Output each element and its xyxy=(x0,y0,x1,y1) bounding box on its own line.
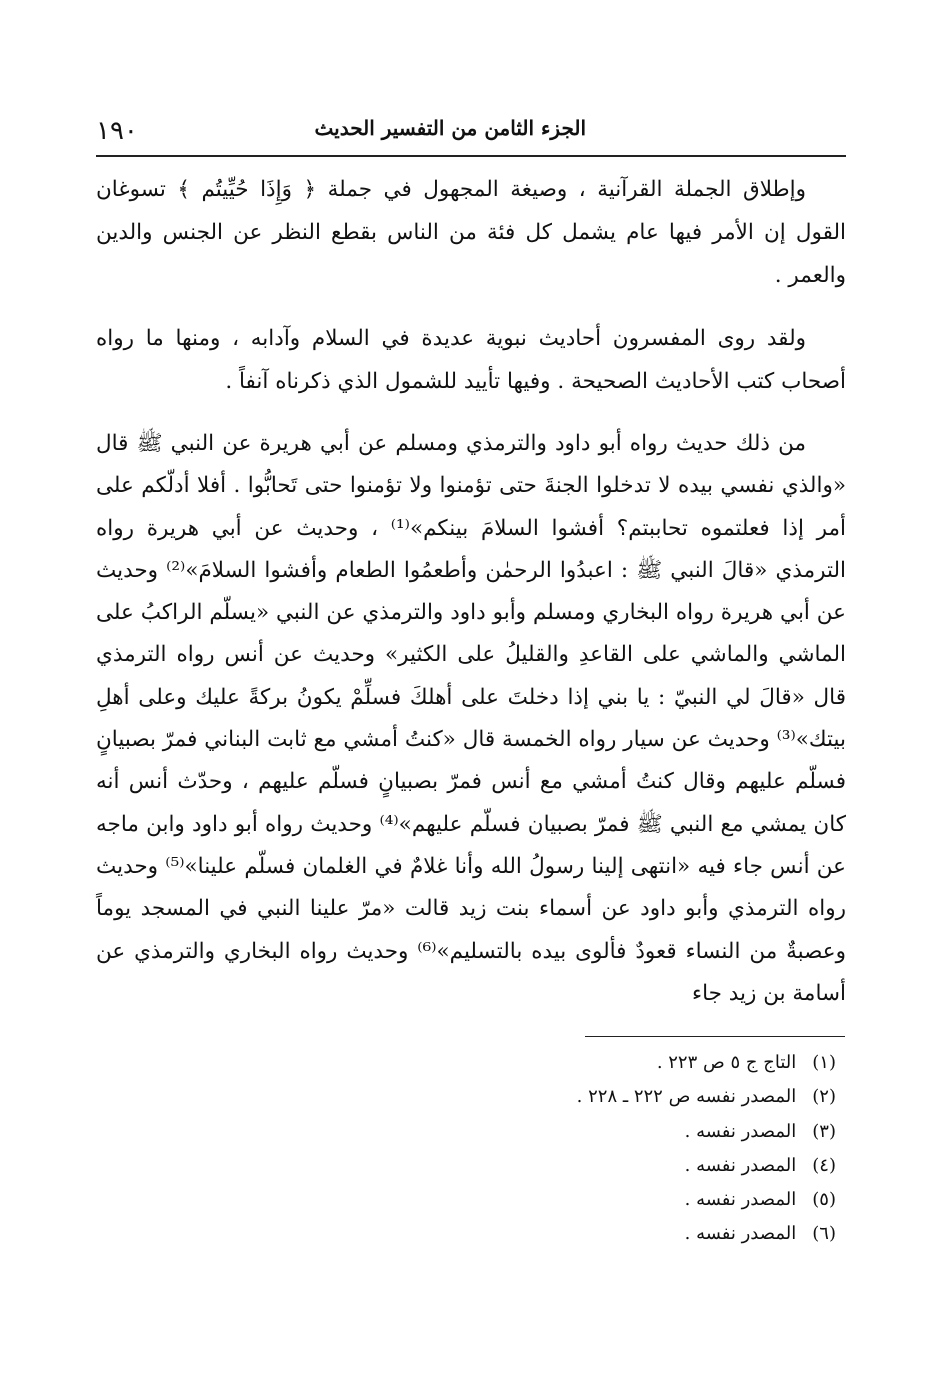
footnote-text: المصدر نفسه . xyxy=(684,1223,797,1245)
footnote-number: (٣) xyxy=(812,1120,836,1142)
footnote-item xyxy=(416,1149,836,1183)
running-title: الجزء الثامن من التفسير الحديث xyxy=(314,116,586,140)
footnote-item xyxy=(416,1217,836,1251)
footnote-item xyxy=(416,1115,836,1149)
footnote-item xyxy=(416,1080,836,1114)
header-divider xyxy=(96,155,846,157)
main-text xyxy=(96,168,846,1015)
footnote-item xyxy=(416,1183,836,1217)
footnote-text: المصدر نفسه ص ٢٢٢ ـ ٢٢٨ . xyxy=(576,1086,797,1108)
footnote-text: المصدر نفسه . xyxy=(684,1189,797,1211)
footnote-number: (٦) xyxy=(812,1223,836,1245)
footnote-number: (١) xyxy=(812,1052,836,1073)
footnotes-list xyxy=(416,1046,836,1252)
paragraph: من ذلك حديث رواه أبو داود والترمذي ومسلم عن أبي هريرة عن النبي ﷺ قال «والذي نفسي بيده لا تدخلوا الجنةَ حتى تؤمنوا ولا تؤمنوا حتى تَحابُّوا . أفلا أدلّكم على أمر إذا فعلتموه تحاببتم؟ أفشوا السلامَ بينكم»⁽¹⁾ ، وحديث عن أبي هريرة رواه الترمذي «قالَ النبي ﷺ : اعبدُوا الرحمٰن وأطعمُوا الطعام وأفشوا السلامَ»⁽²⁾ وحديث عن أبي هريرة رواه البخاري ومسلم وأبو داود والترمذي عن النبي «يسلّم الراكبُ على الماشي والماشي على القاعدِ والقليلُ على الكثير» وحديث عن أنس رواه الترمذي قال «قالَ لي النبيّ : يا بني إذا دخلتَ على أهلكَ فسلِّمْ يكونُ بركةً عليك وعلى أهلِ بيتك»⁽³⁾ وحديث عن سيار رواه الخمسة قال «كنتُ أمشي مع ثابت البناني فمرّ بصبيانٍ فسلّم عليهم وقال كنتُ أمشي مع أنس فمرّ بصبيانٍ فسلّم عليهم ، وحدّث أنس أنه كان يمشي مع النبي ﷺ فمرّ بصبيان فسلّم عليهم»⁽⁴⁾ وحديث رواه أبو داود وابن ماجه عن أنس جاء فيه «انتهى إلينا رسولُ الله وأنا غلامٌ في الغلمان فسلّم علينا»⁽⁵⁾ وحديث رواه الترمذي وأبو داود عن أسماء بنت زيد قالت «مرّ علينا النبي في المسجد يوماً وعصبةٌ من النساء قعودٌ فألوى بيده بالتسليم»⁽⁶⁾ وحديث رواه البخاري والترمذي عن أسامة بن زيد جاء xyxy=(96,431,846,1006)
footnote-item xyxy=(416,1046,836,1080)
running-header xyxy=(96,110,846,158)
footnote-number: (٤) xyxy=(812,1154,836,1176)
footnote-number: (٢) xyxy=(812,1086,836,1108)
footnote-divider xyxy=(585,1036,845,1037)
footnote-text: المصدر نفسه . xyxy=(684,1120,797,1142)
footnote-number: (٥) xyxy=(812,1189,836,1211)
paragraph: وإطلاق الجملة القرآنية ، وصيغة المجهول في جملة ﴿ وَإِذَا حُيِّيتُم ﴾ تسوغان القول إن الأمر فيها عام يشمل كل فئة من الناس بقطع النظر عن الجنس والدين والعمر . xyxy=(96,177,846,288)
page-number: ١٩٠ xyxy=(96,116,138,146)
footnote-text: المصدر نفسه . xyxy=(684,1154,797,1176)
paragraph: ولقد روى المفسرون أحاديث نبوية عديدة في السلام وآدابه ، ومنها ما رواه أصحاب كتب الأحاديث الصحيحة . وفيها تأييد للشمول الذي ذكرناه آنفاً . xyxy=(96,326,846,394)
footnote-text: التاج ج ٥ ص ٢٢٣ . xyxy=(656,1052,797,1073)
